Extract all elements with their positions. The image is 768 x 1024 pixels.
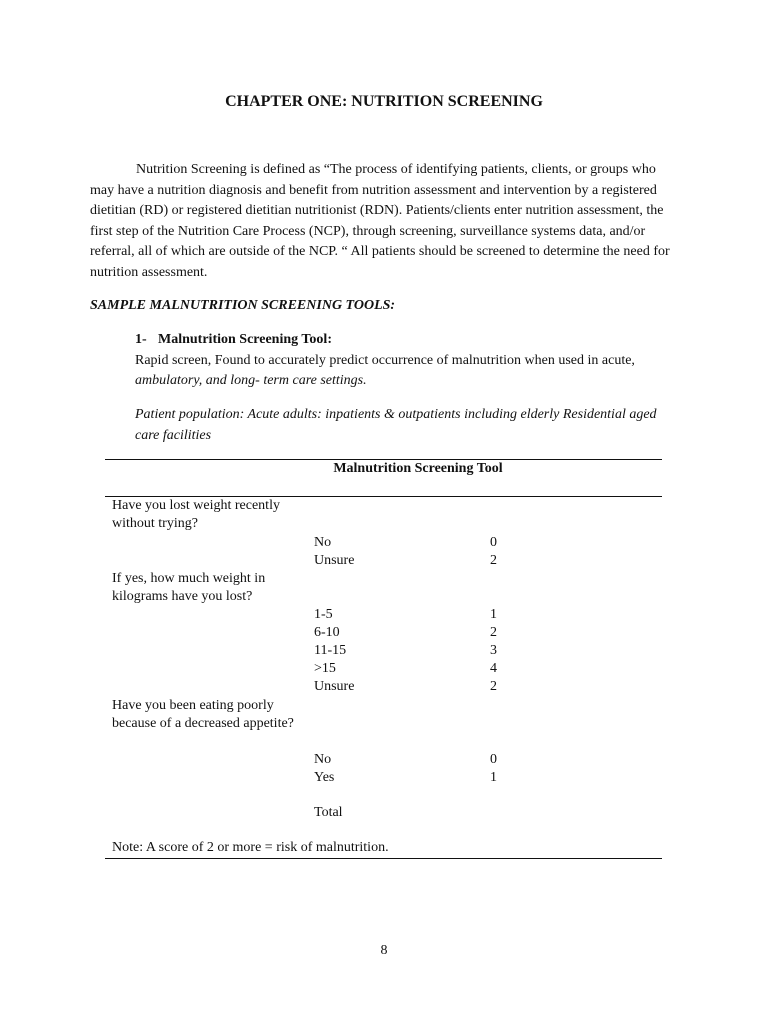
- page-number: 8: [380, 943, 388, 958]
- option-cell: 6-10: [314, 625, 340, 640]
- option-cell: Unsure: [314, 553, 355, 568]
- tool-description-italic: ambulatory, and long- term care settings.: [135, 373, 367, 388]
- option-cell: Unsure: [314, 679, 355, 694]
- question-weight-amount: If yes, how much weight in kilograms have you lost?: [112, 571, 266, 604]
- patient-population: Patient population: Acute adults: inpatients & outpatients including elderly Residential aged care facilities: [135, 407, 657, 443]
- total-label: Total: [314, 805, 343, 820]
- score-cell: 2: [490, 679, 497, 694]
- option-cell: No: [314, 535, 332, 550]
- option-cell: >15: [314, 661, 336, 676]
- table-bottom-rule: [105, 858, 662, 859]
- option-cell: Yes: [314, 770, 335, 785]
- score-cell: 4: [490, 661, 497, 676]
- question-weight-loss: Have you lost weight recently without trying?: [112, 498, 280, 531]
- score-cell: 0: [490, 535, 497, 550]
- table-note: Note: A score of 2 or more = risk of malnutrition.: [112, 840, 389, 855]
- score-cell: 1: [490, 770, 497, 785]
- intro-text: Nutrition Screening is defined as “The process of identifying patients, clients, or groups who may have a nutrition diagnosis and benefit from nutrition assessment and intervention by a registered dietitian (RD) or registered dietitian nutritionist (RDN). Patients/clients enter nutrition assessment, the first step of the Nutrition Care Process (NCP), through screening, surveillance systems data, and/or referral, all of which are outside of the NCP. “ All patients should be screened to determine the need for nutrition assessment.: [90, 162, 670, 280]
- chapter-title: CHAPTER ONE: NUTRITION SCREENING: [225, 93, 543, 110]
- score-cell: 1: [490, 607, 497, 622]
- tool-description: [135, 351, 685, 391]
- tool-description-plain: Rapid screen, Found to accurately predict occurrence of malnutrition when used in acute,: [135, 353, 635, 368]
- intro-paragraph: [90, 160, 678, 283]
- section-heading: SAMPLE MALNUTRITION SCREENING TOOLS:: [90, 298, 396, 313]
- tool-number: 1-: [135, 332, 147, 347]
- tool-name: Malnutrition Screening Tool:: [158, 332, 332, 347]
- score-cell: 3: [490, 643, 497, 658]
- tool-heading: [135, 332, 332, 348]
- score-cell: 0: [490, 752, 497, 767]
- score-cell: 2: [490, 553, 497, 568]
- option-cell: 1-5: [314, 607, 333, 622]
- option-cell: No: [314, 752, 332, 767]
- option-cell: 11-15: [314, 643, 347, 658]
- score-cell: 2: [490, 625, 497, 640]
- question-eating-poorly: Have you been eating poorly because of a decreased appetite?: [112, 698, 294, 731]
- table-top-rule: [105, 459, 662, 460]
- table-title: Malnutrition Screening Tool: [333, 461, 503, 476]
